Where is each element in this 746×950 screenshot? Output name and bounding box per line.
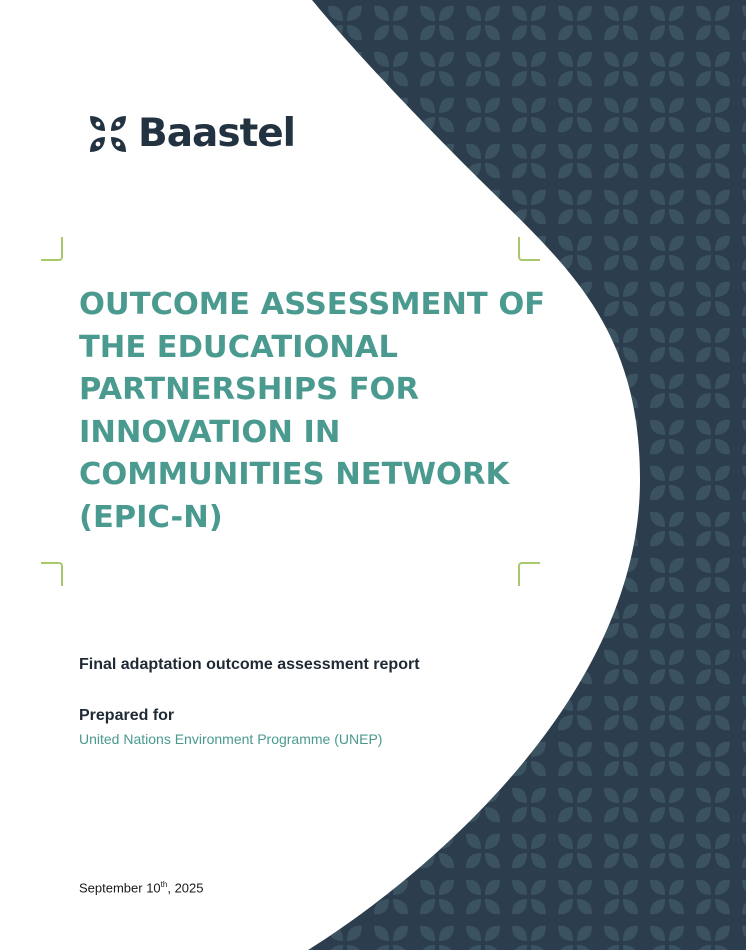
report-date — [79, 880, 204, 895]
baastel-leaf-logo-icon — [88, 114, 128, 154]
report-subtitle: Final adaptation outcome assessment report — [79, 656, 420, 673]
report-title: OUTCOME ASSESSMENT OF THE EDUCATIONAL PARTNERSHIPS FOR INNOVATION IN COMMUNITIES NETWORK (EPIC-N) — [79, 287, 546, 535]
corner-bracket-bottom-right — [518, 562, 540, 586]
client-organization: United Nations Environment Programme (UNEP) — [79, 731, 383, 747]
prepared-for-label: Prepared for — [79, 707, 175, 724]
corner-bracket-top-left — [41, 237, 63, 261]
brand-name: Baastel — [138, 111, 296, 156]
date-year: , 2025 — [167, 880, 204, 896]
corner-bracket-bottom-left — [41, 562, 63, 586]
baastel-logo — [88, 112, 295, 156]
corner-bracket-top-right — [518, 237, 540, 261]
date-ordinal: th — [160, 880, 168, 889]
date-prefix: September 10 — [79, 880, 161, 896]
